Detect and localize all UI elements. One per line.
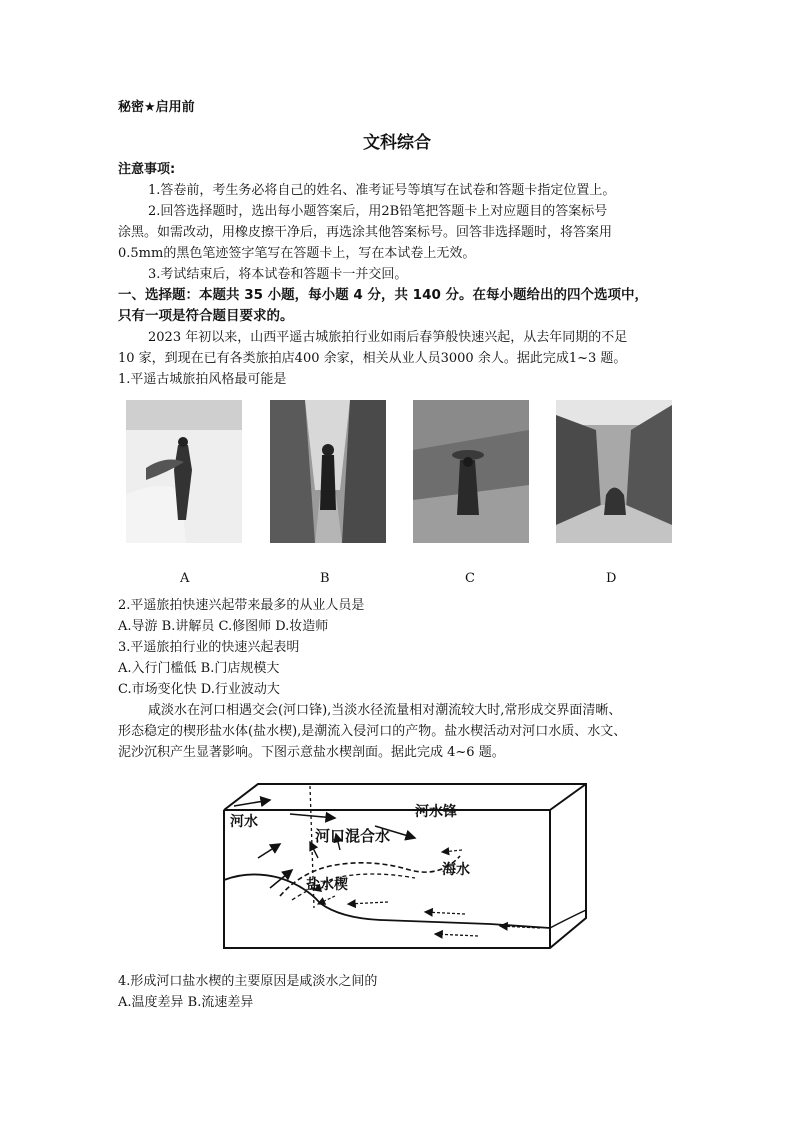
label-salt-wedge: 盐水楔 xyxy=(306,877,348,893)
section-heading-line2: 只有一项是符合题目要求的。 xyxy=(118,308,294,324)
notes-heading: 注意事项: xyxy=(118,162,176,177)
photo-option-b xyxy=(270,400,386,543)
label-river-water: 河水 xyxy=(230,814,258,830)
photo-label-d: D xyxy=(606,571,617,586)
notes-item-2-cont: 涂黑。如需改动，用橡皮擦干净后，再选涂其他答案标号。回答非选择题时，将答案用 xyxy=(118,225,613,240)
photo-option-c xyxy=(413,400,529,543)
question-4-options: A.温度差异 B.流速差异 xyxy=(118,995,254,1010)
question-3-options-2: C.市场变化快 D.行业波动大 xyxy=(118,682,280,697)
photo-option-d xyxy=(556,400,672,543)
question-2-options: A.导游 B.讲解员 C.修图师 D.妆造师 xyxy=(118,619,329,634)
label-sea-water: 海水 xyxy=(442,862,470,878)
question-2-stem: 2.平遥旅拍快速兴起带来最多的从业人员是 xyxy=(118,598,365,613)
passage2-line1: 咸淡水在河口相遇交会(河口锋),当淡水径流量相对潮流较大时,常形成交界面清晰、 xyxy=(148,703,622,718)
salt-wedge-diagram xyxy=(210,778,594,956)
passage2-line2: 形态稳定的楔形盐水体(盐水楔),是潮流入侵河口的产物。盐水楔活动对河口水质、水文、 xyxy=(118,724,627,739)
question-3-options-1: A.入行门槛低 B.门店规模大 xyxy=(118,661,280,676)
question-3-stem: 3.平遥旅拍行业的快速兴起表明 xyxy=(118,640,300,655)
question-4-stem: 4.形成河口盐水楔的主要原因是咸淡水之间的 xyxy=(118,974,378,989)
photo-label-a: A xyxy=(180,571,190,586)
photo-label-b: B xyxy=(320,571,330,586)
notes-item-2-cont2: 0.5mm的黑色笔迹签字笔写在答题卡上，写在本试卷上无效。 xyxy=(118,246,476,261)
question-1-stem: 1.平遥古城旅拍风格最可能是 xyxy=(118,372,287,387)
photo-option-a xyxy=(126,400,242,543)
label-river-front: 河水锋 xyxy=(415,804,457,820)
notes-item-3: 3.考试结束后，将本试卷和答题卡一并交回。 xyxy=(148,267,408,282)
photo-label-c: C xyxy=(465,571,475,586)
section-heading-line1: 一、选择题：本题共 35 小题，每小题 4 分，共 140 分。在每小题给出的四个选项中， xyxy=(118,287,649,303)
notes-item-1: 1.答卷前，考生务必将自己的姓名、准考证号等填写在试卷和答题卡指定位置上。 xyxy=(148,183,616,198)
passage1-line1: 2023 年初以来，山西平遥古城旅拍行业如雨后春笋般快速兴起，从去年同期的不足 xyxy=(148,330,628,345)
passage2-line3: 泥沙沉积产生显著影响。下图示意盐水楔剖面。据此完成 4~6 题。 xyxy=(118,745,505,760)
secret-label: 秘密★启用前 xyxy=(118,100,195,115)
notes-item-2: 2.回答选择题时，选出每小题答案后，用2B铅笔把答题卡上对应题目的答案标号 xyxy=(148,204,608,219)
label-mixed-water: 河口混合水 xyxy=(315,827,391,845)
passage1-line2: 10 家，到现在已有各类旅拍店400 余家，相关从业人员3000 余人。据此完成1~3 题。 xyxy=(118,351,627,366)
page-title: 文科综合 xyxy=(363,133,431,153)
